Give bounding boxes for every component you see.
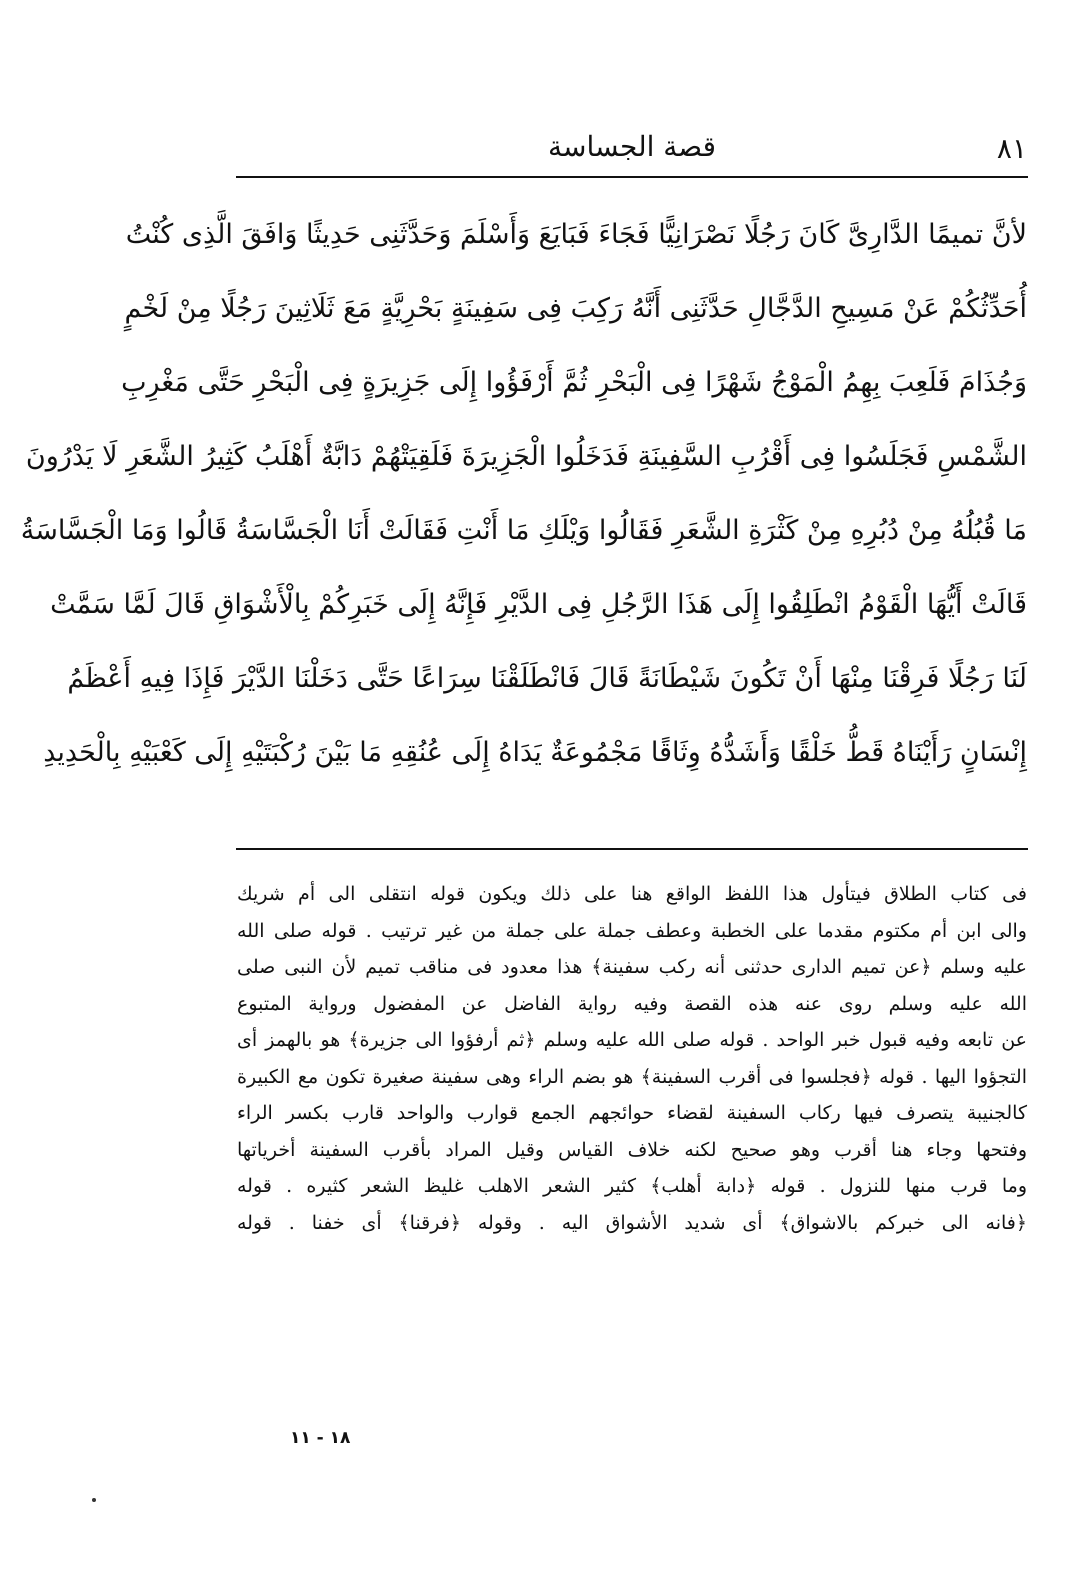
commentary-line: ﴿فانه الى خبركم بالاشواق﴾ أى شديد الأشواق اليه . وقوله ﴿فرقنا﴾ أى خفنا . قوله	[237, 1211, 1027, 1234]
main-text-line: الشَّمْسِ فَجَلَسُوا فِى أَقْرُبِ السَّفِينَةِ فَدَخَلُوا الْجَزِيرَةَ فَلَقِيَتْهُمْ دَابَّةٌ أَهْلَبُ كَثِيرُ الشَّعَرِ لَا يَدْرُونَ	[25, 441, 1027, 472]
commentary-text	[237, 876, 1027, 1241]
main-text-line: لَنَا رَجُلًا فَرِقْنَا مِنْهَا أَنْ تَكُونَ شَيْطَانَةً قَالَ فَانْطَلَقْنَا سِرَاعًا حَتَّى دَخَلْنَا الدَّيْرَ فَإِذَا فِيهِ أَعْظَمُ	[67, 663, 1027, 694]
commentary-line: كالجنيبة يتصرف فيها ركاب السفينة لقضاء حوائجهم الجمع قوارب والواحد قارب بكسر الراء	[237, 1102, 1027, 1124]
main-text-line: قَالَتْ أَيُّهَا الْقَوْمُ انْطَلِقُوا إِلَى هَذَا الرَّجُلِ فِى الدَّيْرِ فَإِنَّهُ إِلَى خَبَرِكُمْ بِالْأَشْوَاقِ قَالَ لَمَّا سَمَّتْ	[50, 589, 1027, 620]
main-text-line: وَجُذَامَ فَلَعِبَ بِهِمُ الْمَوْجُ شَهْرًا فِى الْبَحْرِ ثُمَّ أَرْفَؤُوا إِلَى جَزِيرَةٍ فِى الْبَحْرِ حَتَّى مَغْرِبِ	[121, 367, 1027, 398]
running-title: قصة الجساسة	[548, 130, 716, 163]
hadith-text	[20, 198, 1027, 790]
main-text-line: أُحَدِّثُكُمْ عَنْ مَسِيحِ الدَّجَّالِ حَدَّثَنِى أَنَّهُ رَكِبَ فِى سَفِينَةٍ بَحْرِيَّةٍ مَعَ ثَلَاثِينَ رَجُلًا مِنْ لَخْمٍ	[124, 293, 1027, 324]
commentary-line: فى كتاب الطلاق فيتأول هذا اللفظ الواقع هنا على ذلك ويكون قوله انتقلى الى أم شريك	[237, 883, 1027, 905]
main-text-line: إِنْسَانٍ رَأَيْنَاهُ قَطُّ خَلْقًا وَأَشَدُّهُ وِثَاقًا مَجْمُوعَةٌ يَدَاهُ إِلَى عُنُقِهِ مَا بَيْنَ رُكْبَتَيْهِ إِلَى كَعْبَيْهِ بِالْحَدِيدِ	[43, 737, 1027, 768]
commentary-line: التجؤوا اليها . قوله ﴿فجلسوا فى أقرب السفينة﴾ هو بضم الراء وهى سفينة صغيرة تكون مع الكبيرة	[237, 1065, 1027, 1088]
scan-speck	[92, 1498, 96, 1502]
commentary-separator	[236, 848, 1028, 850]
commentary-line: والى ابن أم مكتوم مقدما على الخطبة وعطف جملة على جملة من غير ترتيب . قوله صلى الله	[237, 919, 1027, 942]
page-number: ٨١	[996, 132, 1027, 165]
commentary-line: وفتحها وجاء هنا أقرب وهو صحيح لكنه خلاف القياس وقيل المراد بأقرب السفينة أخرياتها	[237, 1138, 1027, 1161]
commentary-line: عن تابعه وفيه قبول خبر الواحد . قوله صلى الله عليه وسلم ﴿ثم أرفؤوا الى جزيرة﴾ هو بالهمز أى	[237, 1029, 1027, 1051]
commentary-line: الله عليه وسلم روى عنه هذه القصة وفيه رواية الفاضل عن المفضول ورواية المتبوع	[237, 992, 1027, 1015]
commentary-line: عليه وسلم ﴿عن تميم الدارى حدثنى أنه ركب سفينة﴾ هذا معدود فى مناقب تميم لأن النبى صلى	[237, 956, 1027, 978]
main-text-line: مَا قُبُلُهُ مِنْ دُبُرِهِ مِنْ كَثْرَةِ الشَّعَرِ فَقَالُوا وَيْلَكِ مَا أَنْتِ فَقَالَتْ أَنَا الْجَسَّاسَةُ قَالُوا وَمَا الْجَسَّاسَةُ	[20, 515, 1027, 546]
page-header	[237, 128, 1027, 172]
commentary-line: وما قرب منها للنزول . قوله ﴿دابة أهلب﴾ كثير الشعر الاهلب غليظ الشعر كثيره . قوله	[237, 1175, 1027, 1197]
printer-signature: ١٨ - ١١	[290, 1428, 351, 1448]
main-text-line: لأنَّ تميمًا الدَّارِىَّ كَانَ رَجُلًا نَصْرَانِيًّا فَجَاءَ فَبَايَعَ وَأَسْلَمَ وَحَدَّثَنِى حَدِيثًا وَافَقَ الَّذِى كُنْتُ	[125, 219, 1027, 250]
header-rule	[236, 176, 1028, 178]
